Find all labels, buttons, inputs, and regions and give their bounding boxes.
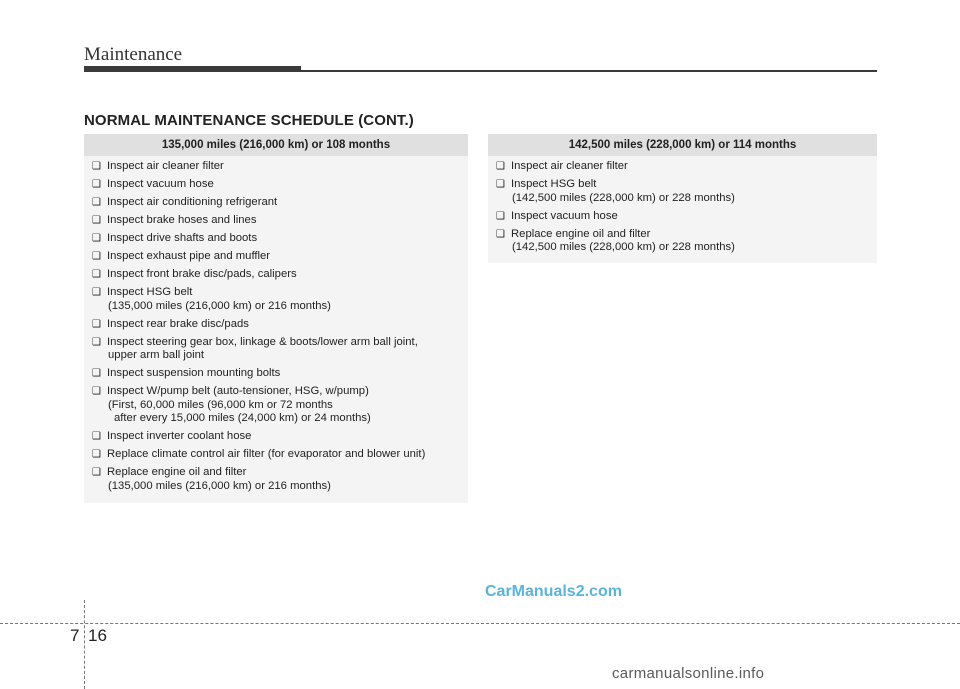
- checklist-item-label: Inspect air conditioning refrigerant: [107, 196, 278, 208]
- checklist-item-note: upper arm ball joint: [108, 349, 205, 361]
- header-rule: [301, 70, 877, 72]
- checklist-item-label: Inspect drive shafts and boots: [107, 232, 258, 244]
- checklist-item: [92, 318, 468, 332]
- page-number: 16: [88, 626, 107, 645]
- footer-divider: [0, 623, 960, 624]
- column-title: 135,000 miles (216,000 km) or 108 months: [84, 134, 468, 156]
- checklist-item: [92, 214, 468, 228]
- checklist-item-label: Inspect brake hoses and lines: [107, 214, 257, 226]
- checklist-item-label: Inspect air cleaner filter: [511, 160, 628, 172]
- header-bar: [84, 66, 301, 72]
- schedule-column-135000: [84, 134, 468, 503]
- checklist-item: [92, 268, 468, 282]
- checkbox-icon: ❑: [92, 215, 101, 226]
- checklist-item-label: Inspect vacuum hose: [511, 209, 618, 222]
- checklist-item-note: after every 15,000 miles (24,000 km) or 24 months): [114, 412, 371, 424]
- page-heading: NORMAL MAINTENANCE SCHEDULE (CONT.): [84, 112, 414, 129]
- checklist: [84, 156, 468, 493]
- checklist-item-label: Inspect HSG belt: [511, 178, 597, 190]
- checklist-item-note: (135,000 miles (216,000 km) or 216 months): [108, 479, 331, 492]
- checklist-item: [92, 160, 468, 174]
- checklist-item-label: Inspect steering gear box, linkage & boots/lower arm ball joint,: [107, 335, 418, 348]
- chapter-number: 7: [70, 626, 80, 645]
- checkbox-icon: ❑: [92, 233, 101, 244]
- checklist-item: [92, 385, 468, 426]
- checklist-item-label: Inspect front brake disc/pads, calipers: [107, 268, 297, 280]
- checklist-item: [496, 160, 877, 174]
- checklist-item-label: Replace engine oil and filter: [107, 466, 247, 478]
- section-title: Maintenance: [84, 44, 183, 65]
- checkbox-icon: ❑: [496, 228, 505, 240]
- checklist-item: [496, 210, 877, 224]
- footer-vertical-divider: [84, 600, 85, 689]
- checklist-item-label: Inspect W/pump belt (auto-tensioner, HSG, w/pump): [107, 385, 369, 397]
- checkbox-icon: ❑: [92, 179, 101, 190]
- checklist-item: [92, 466, 468, 493]
- checkbox-icon: ❑: [92, 467, 101, 478]
- checkbox-icon: ❑: [92, 197, 101, 208]
- checklist-item-label: Inspect HSG belt: [107, 286, 193, 298]
- checklist-item-label: Replace engine oil and filter: [511, 227, 651, 240]
- checklist: [488, 156, 877, 255]
- checklist-item: [92, 336, 468, 363]
- checkbox-icon: ❑: [92, 318, 101, 330]
- checkbox-icon: ❑: [92, 431, 101, 442]
- watermark: CarManuals2.com: [485, 583, 622, 600]
- checklist-item-label: Replace climate control air filter (for evaporator and blower unit): [107, 448, 426, 460]
- column-title: 142,500 miles (228,000 km) or 114 months: [488, 134, 877, 156]
- checklist-item: [496, 178, 877, 205]
- checklist-item: [92, 286, 468, 313]
- checklist-item-note: (135,000 miles (216,000 km) or 216 months): [108, 299, 331, 312]
- checkbox-icon: ❑: [92, 269, 101, 280]
- schedule-column-142500: [488, 134, 877, 263]
- footer-watermark: carmanualsonline.info: [612, 665, 765, 682]
- checklist-item: [92, 178, 468, 192]
- checklist-item-label: Inspect exhaust pipe and muffler: [107, 250, 271, 262]
- checkbox-icon: ❑: [496, 161, 505, 172]
- checkbox-icon: ❑: [92, 386, 101, 397]
- checkbox-icon: ❑: [496, 179, 505, 190]
- checklist-item: [92, 232, 468, 246]
- checklist-item-label: Inspect inverter coolant hose: [107, 430, 252, 442]
- checkbox-icon: ❑: [496, 210, 505, 222]
- checkbox-icon: ❑: [92, 336, 101, 348]
- checklist-item-note: (142,500 miles (228,000 km) or 228 months): [512, 241, 735, 253]
- checklist-item: [92, 367, 468, 381]
- checklist-item-note: (First, 60,000 miles (96,000 km or 72 months: [108, 398, 333, 411]
- checklist-item: [92, 250, 468, 264]
- checklist-item-label: Inspect rear brake disc/pads: [107, 317, 249, 330]
- checklist-item: [92, 448, 468, 462]
- checklist-item-label: Inspect vacuum hose: [107, 178, 214, 190]
- checkbox-icon: ❑: [92, 161, 101, 172]
- checkbox-icon: ❑: [92, 449, 101, 460]
- checklist-item: [92, 430, 468, 444]
- checkbox-icon: ❑: [92, 368, 101, 379]
- checklist-item-note: (142,500 miles (228,000 km) or 228 months): [512, 191, 735, 204]
- checkbox-icon: ❑: [92, 251, 101, 262]
- checkbox-icon: ❑: [92, 287, 101, 298]
- checklist-item-label: Inspect air cleaner filter: [107, 160, 224, 172]
- checklist-item-label: Inspect suspension mounting bolts: [107, 367, 281, 379]
- checklist-item: [92, 196, 468, 210]
- checklist-item: [496, 228, 877, 255]
